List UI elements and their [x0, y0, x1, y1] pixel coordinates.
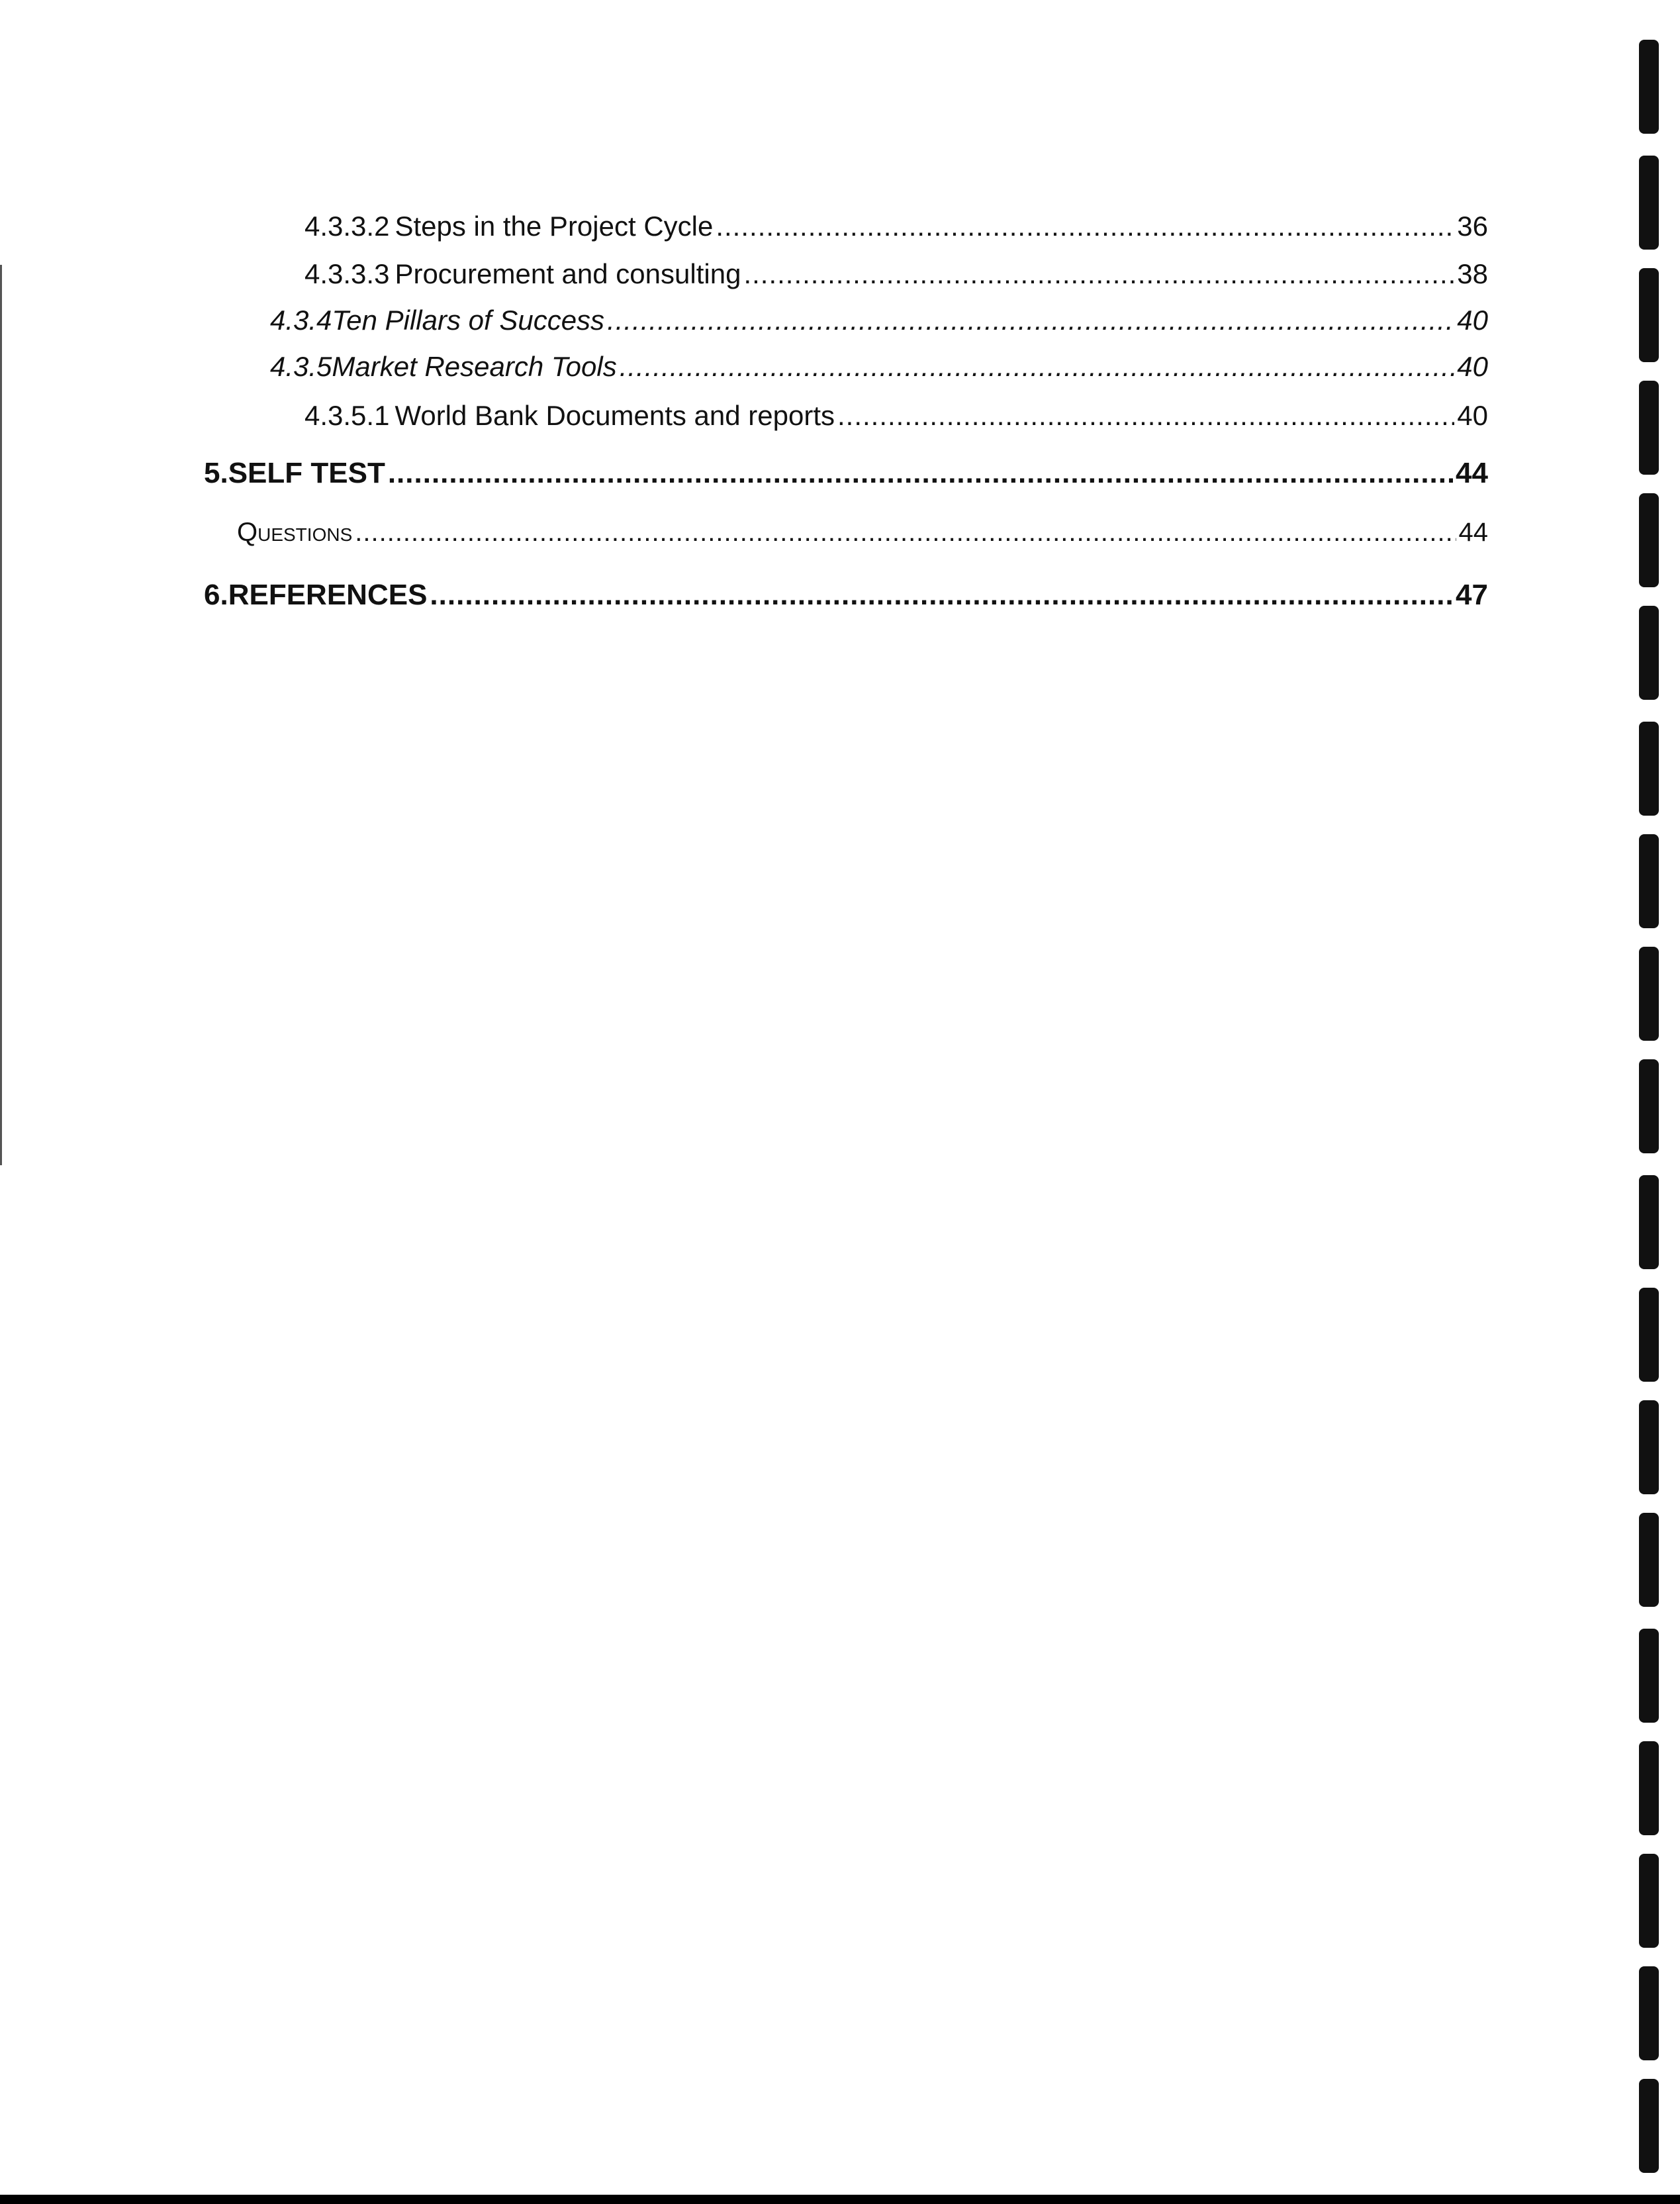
binding-hole: [1639, 722, 1659, 816]
toc-entry-page: 40: [1457, 305, 1488, 336]
toc-entry-number: 5.: [204, 457, 228, 489]
binding-hole: [1639, 1513, 1659, 1607]
toc-entry-page: 47: [1456, 579, 1488, 611]
binding-hole: [1639, 156, 1659, 250]
toc-entry-page: 38: [1457, 258, 1488, 289]
toc-leader-dots: [743, 258, 1454, 290]
toc-entry-number: 6.: [204, 579, 228, 611]
toc-entry-number: 4.3.5.1: [304, 400, 390, 431]
toc-entry-number: 4.3.3.2: [304, 211, 390, 242]
toc-entry-page: 40: [1457, 351, 1488, 382]
toc-leader-dots: [837, 400, 1454, 432]
toc-entry-page: 44: [1456, 457, 1488, 489]
binding-hole: [1639, 1175, 1659, 1269]
binding-hole: [1639, 40, 1659, 134]
toc-entry-questions[interactable]: [237, 518, 1488, 548]
binding-hole: [1639, 381, 1659, 475]
toc-entry-number: 4.3.5: [270, 351, 332, 382]
toc-leader-dots: [388, 457, 1453, 490]
toc-entry-4-3-3-3[interactable]: [304, 258, 1488, 290]
toc-leader-dots: [607, 305, 1454, 336]
binding-hole: [1639, 834, 1659, 928]
binding-hole: [1639, 1059, 1659, 1153]
binding-hole: [1639, 1400, 1659, 1494]
toc-entry-title: Procurement and consulting: [395, 258, 741, 289]
scan-bottom-edge: [0, 2195, 1680, 2204]
binding-hole: [1639, 1966, 1659, 2060]
binding-hole: [1639, 1741, 1659, 1835]
toc-entry-title: REFERENCES: [228, 579, 428, 611]
binding-hole: [1639, 947, 1659, 1041]
binding-hole: [1639, 1629, 1659, 1723]
toc-leader-dots: [430, 579, 1453, 612]
toc-entry-number: 4.3.4: [270, 305, 332, 336]
toc-leader-dots: [620, 351, 1455, 383]
toc-entry-title: SELF TEST: [228, 457, 385, 489]
binding-hole: [1639, 493, 1659, 587]
toc-entry-4-3-5[interactable]: [270, 351, 1488, 383]
toc-entry-4-3-3-2[interactable]: [304, 211, 1488, 242]
toc-entry-title: Questions: [237, 518, 353, 547]
toc-entry-title: Steps in the Project Cycle: [395, 211, 714, 242]
toc-entry-6[interactable]: [204, 579, 1488, 612]
spiral-binding-holes: [1627, 0, 1667, 2204]
toc-entry-title: Market Research Tools: [332, 351, 617, 382]
table-of-contents: [0, 0, 1680, 662]
toc-leader-dots: [716, 211, 1454, 242]
toc-entry-number: 4.3.3.3: [304, 258, 390, 289]
toc-entry-page: 44: [1458, 518, 1488, 547]
binding-hole: [1639, 606, 1659, 700]
binding-hole: [1639, 268, 1659, 362]
binding-hole: [1639, 1854, 1659, 1948]
toc-entry-4-3-5-1[interactable]: [304, 400, 1488, 432]
toc-leader-dots: [355, 518, 1456, 548]
binding-hole: [1639, 2079, 1659, 2173]
toc-entry-title: Ten Pillars of Success: [332, 305, 605, 336]
toc-entry-5[interactable]: [204, 457, 1488, 490]
binding-hole: [1639, 1288, 1659, 1382]
toc-entry-page: 36: [1457, 211, 1488, 242]
toc-entry-page: 40: [1457, 400, 1488, 431]
toc-entry-4-3-4[interactable]: [270, 305, 1488, 336]
toc-entry-title: World Bank Documents and reports: [395, 400, 835, 431]
